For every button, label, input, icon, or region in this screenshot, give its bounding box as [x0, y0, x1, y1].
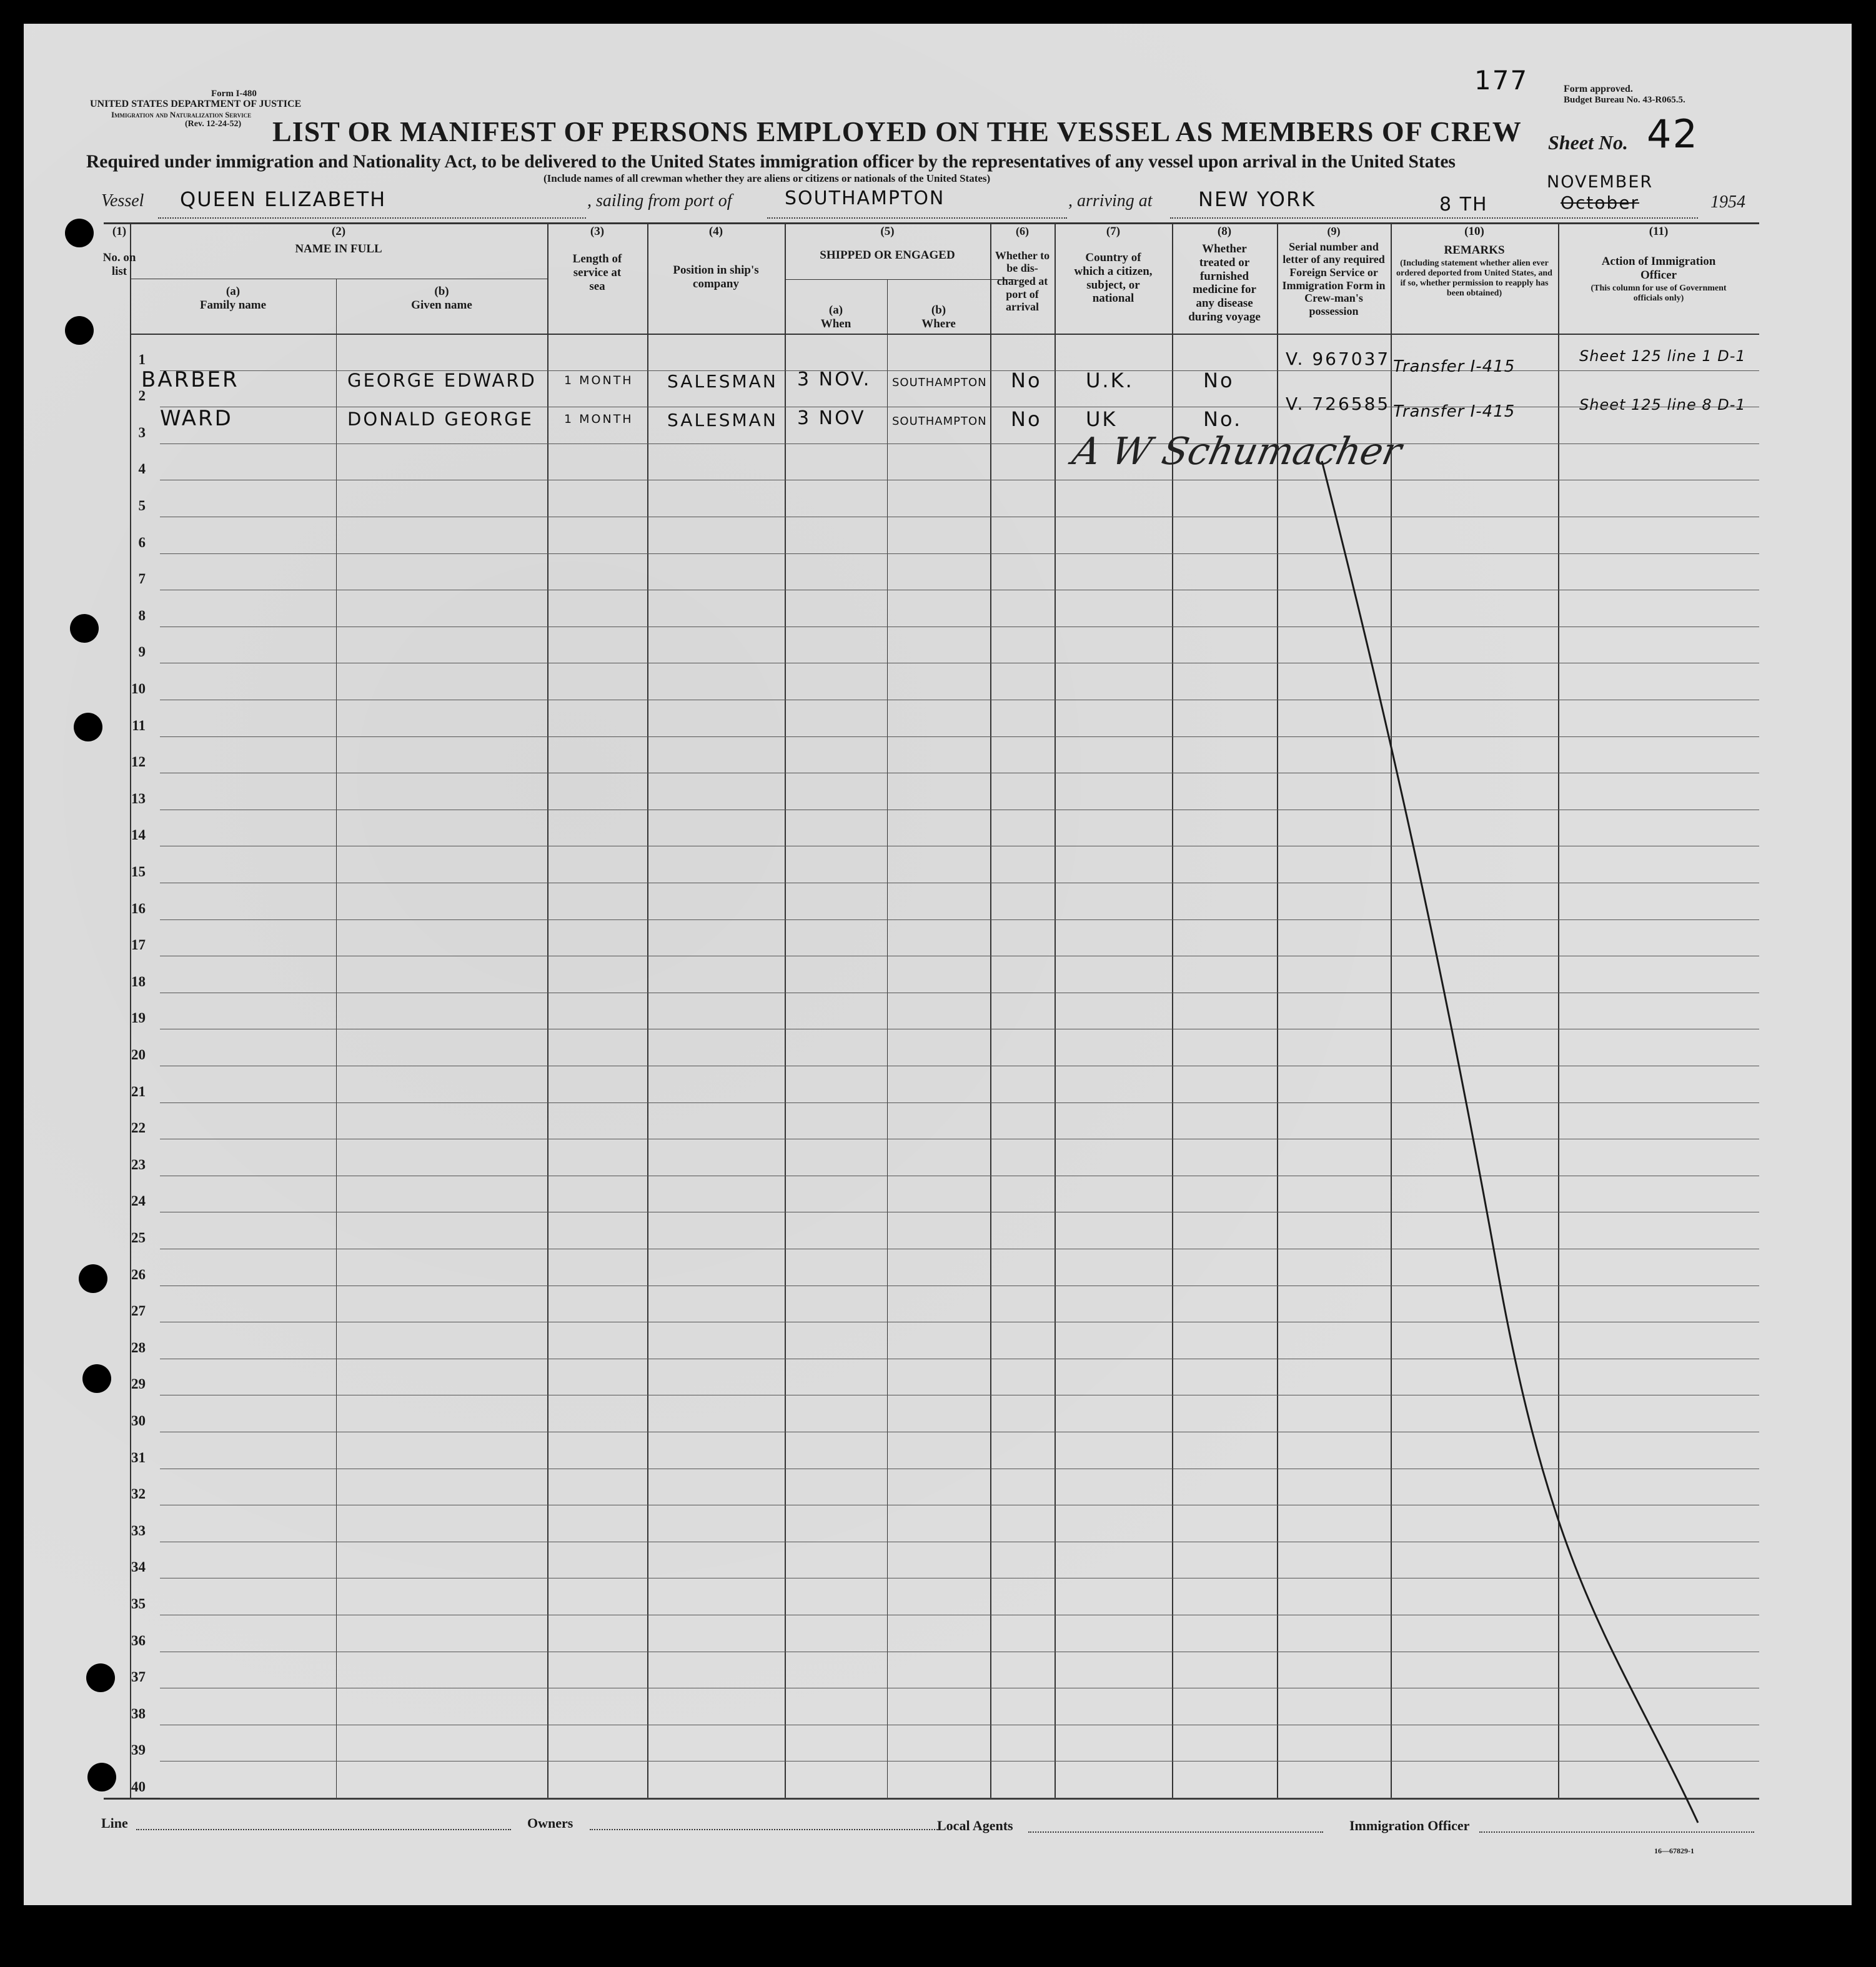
- row2-action: Sheet 125 line 8 D-1: [1579, 396, 1746, 414]
- row-number: 19: [131, 1010, 146, 1026]
- where-label: Where: [921, 317, 956, 330]
- budget-bureau: Budget Bureau No. 43-R065.5.: [1564, 95, 1685, 105]
- row-number: 1: [138, 352, 146, 367]
- col1-label: No. on list: [102, 250, 136, 278]
- vessel-name: QUEEN ELIZABETH: [180, 187, 387, 211]
- col11-number: (11): [1649, 225, 1669, 238]
- footer-agents-label: Local Agents: [937, 1818, 1013, 1833]
- row-number: 20: [131, 1047, 146, 1063]
- row-number: 18: [131, 974, 146, 989]
- col4-number: (4): [708, 225, 723, 238]
- col10-label: REMARKS: [1444, 243, 1505, 257]
- vessel-label: Vessel: [101, 191, 144, 211]
- col10-sub: (Including statement whether alien ever ordered deported from United States, and if so, whether permission to reapply has been obtained): [1396, 258, 1552, 298]
- row-number: 26: [131, 1267, 146, 1282]
- row-number: 7: [138, 571, 146, 587]
- row-number: 27: [131, 1303, 146, 1319]
- form-code: 16—67829-1: [1654, 1846, 1694, 1855]
- row1-discharged: No: [1011, 369, 1042, 392]
- row-number: 29: [131, 1376, 146, 1392]
- col8-number: (8): [1217, 225, 1232, 238]
- sheet-number: 42: [1647, 111, 1699, 157]
- col6-label: Whether to be dis-charged at port of arrival: [995, 249, 1050, 314]
- page-title: LIST OR MANIFEST OF PERSONS EMPLOYED ON THE VESSEL AS MEMBERS OF CREW: [272, 116, 1522, 147]
- row-number: 36: [131, 1633, 146, 1648]
- row2-country: UK: [1086, 407, 1118, 431]
- family-name-letter: (a): [226, 285, 241, 298]
- subtitle: Required under immigration and Nationality Act, to be delivered to the United States immigration officer by the representatives of any vessel upon arrival in the United States: [86, 152, 1456, 172]
- row2-when: 3 NOV: [797, 407, 866, 429]
- departure-port: SOUTHAMPTON: [785, 187, 945, 209]
- col6-number: (6): [1016, 225, 1029, 237]
- row-number: 30: [131, 1413, 146, 1429]
- row-number: 8: [138, 608, 146, 623]
- footer-officer-underline: [1479, 1831, 1754, 1833]
- row2-serial: V. 726585: [1286, 394, 1391, 414]
- col2-number: (2): [331, 225, 346, 238]
- row-number: 3: [138, 425, 146, 440]
- row-number: 37: [131, 1669, 146, 1685]
- row-number: 6: [138, 535, 146, 550]
- col11-label: Action of Immigration Officer: [1601, 254, 1716, 282]
- when-label: When: [820, 317, 851, 330]
- form-approved: Form approved.: [1564, 84, 1633, 94]
- footer-owners-label: Owners: [527, 1815, 573, 1831]
- where-letter: (b): [931, 304, 946, 317]
- row2-given-name: DONALD GEORGE: [347, 409, 534, 430]
- footer-officer-label: Immigration Officer: [1349, 1818, 1470, 1833]
- family-name-label: Family name: [199, 298, 267, 312]
- row-number: 39: [131, 1742, 146, 1758]
- row2-discharged: No: [1011, 407, 1042, 431]
- arrival-month-struck: October: [1561, 192, 1640, 213]
- row-number: 9: [138, 644, 146, 660]
- form-number: Form I-480: [211, 89, 257, 99]
- col5-label: SHIPPED OR ENGAGED: [820, 248, 955, 262]
- row2-where: SOUTHAMPTON: [892, 415, 987, 428]
- row1-when: 3 NOV.: [797, 369, 871, 390]
- row-number: 10: [131, 681, 146, 696]
- when-letter: (a): [828, 304, 843, 317]
- arrival-month: NOVEMBER: [1547, 172, 1654, 192]
- col1-number: (1): [112, 225, 127, 238]
- col7-label: Country of which a citizen, subject, or national: [1074, 250, 1153, 305]
- row-number: 15: [131, 864, 146, 879]
- row1-action: Sheet 125 line 1 D-1: [1579, 347, 1746, 365]
- row-number: 24: [131, 1193, 146, 1209]
- row-number: 13: [131, 791, 146, 806]
- col2-label: NAME IN FULL: [295, 242, 382, 255]
- row-number: 28: [131, 1340, 146, 1355]
- row1-treated: No: [1203, 369, 1234, 392]
- footer-line-underline: [136, 1829, 511, 1830]
- row1-position: SALESMAN: [667, 371, 778, 392]
- row1-remarks: Transfer I-415: [1393, 357, 1516, 376]
- footer-line-label: Line: [101, 1815, 128, 1831]
- row2-length: 1 MONTH: [564, 412, 633, 426]
- row-number: 34: [131, 1559, 146, 1575]
- revision: (Rev. 12-24-52): [185, 119, 242, 129]
- department: UNITED STATES DEPARTMENT OF JUSTICE: [90, 99, 302, 109]
- row-number: 4: [138, 461, 146, 477]
- col9-number: (9): [1327, 225, 1341, 237]
- arrival-year: 1954: [1710, 192, 1745, 212]
- row-number: 32: [131, 1486, 146, 1502]
- row-number: 5: [138, 498, 146, 513]
- footer-owners-underline: [590, 1829, 940, 1830]
- col5-number: (5): [880, 225, 895, 238]
- row1-serial: V. 967037: [1286, 349, 1391, 369]
- include-note: (Include names of all crewman whether they are aliens or citizens or nationals of the United States): [543, 172, 991, 184]
- row-number: 35: [131, 1596, 146, 1612]
- col7-number: (7): [1106, 225, 1121, 238]
- row-number: 11: [132, 718, 146, 733]
- row1-family-name: BARBER: [141, 367, 239, 392]
- row1-length: 1 MONTH: [564, 374, 633, 387]
- col3-number: (3): [590, 225, 605, 238]
- sailing-label: , sailing from port of: [587, 191, 732, 211]
- col8-label: Whether treated or furnished medicine for any disease during voyage: [1188, 242, 1261, 324]
- row-number: 21: [131, 1084, 146, 1099]
- given-name-label: Given name: [411, 298, 472, 312]
- col3-label: Length of service at sea: [572, 252, 622, 293]
- row-number: 31: [131, 1450, 146, 1465]
- row-number: 17: [131, 937, 146, 953]
- strike-through-line: [24, 24, 1852, 1905]
- col11-sub: (This column for use of Government officials only): [1591, 283, 1727, 303]
- arrival-day: 8 TH: [1439, 194, 1488, 216]
- footer-agents-underline: [1028, 1831, 1323, 1833]
- row-number: 12: [131, 754, 146, 770]
- row1-given-name: GEORGE EDWARD: [347, 370, 537, 391]
- col10-number: (10): [1464, 225, 1484, 238]
- row-number: 2: [138, 388, 146, 404]
- row1-where: SOUTHAMPTON: [892, 376, 987, 389]
- row2-remarks: Transfer I-415: [1393, 402, 1516, 421]
- signature: A W Schumacher: [1068, 430, 1406, 473]
- row2-position: SALESMAN: [667, 410, 778, 430]
- row-number: 14: [131, 827, 146, 843]
- col4-label: Position in ship's company: [673, 263, 759, 290]
- col9-label: Serial number and letter of any required Foreign Service or Immigration Form in Crew-man's possession: [1282, 240, 1386, 318]
- row-number: 16: [131, 901, 146, 916]
- row-number: 23: [131, 1157, 146, 1172]
- page-stamp: 177: [1474, 65, 1529, 96]
- row-number: 40: [131, 1779, 146, 1795]
- row-number: 22: [131, 1120, 146, 1136]
- service: Immigration and Naturalization Service: [111, 110, 252, 119]
- row-number: 33: [131, 1523, 146, 1538]
- sheet-label: Sheet No.: [1548, 131, 1628, 154]
- row-number: 38: [131, 1706, 146, 1722]
- arriving-label: , arriving at: [1068, 191, 1153, 211]
- row2-treated: No.: [1203, 407, 1243, 431]
- row1-country: U.K.: [1086, 369, 1134, 392]
- row-number: 25: [131, 1230, 146, 1246]
- row2-family-name: WARD: [160, 406, 233, 431]
- given-name-letter: (b): [434, 285, 449, 298]
- manifest-sheet: [24, 24, 1852, 1905]
- arrival-port: NEW YORK: [1198, 187, 1316, 211]
